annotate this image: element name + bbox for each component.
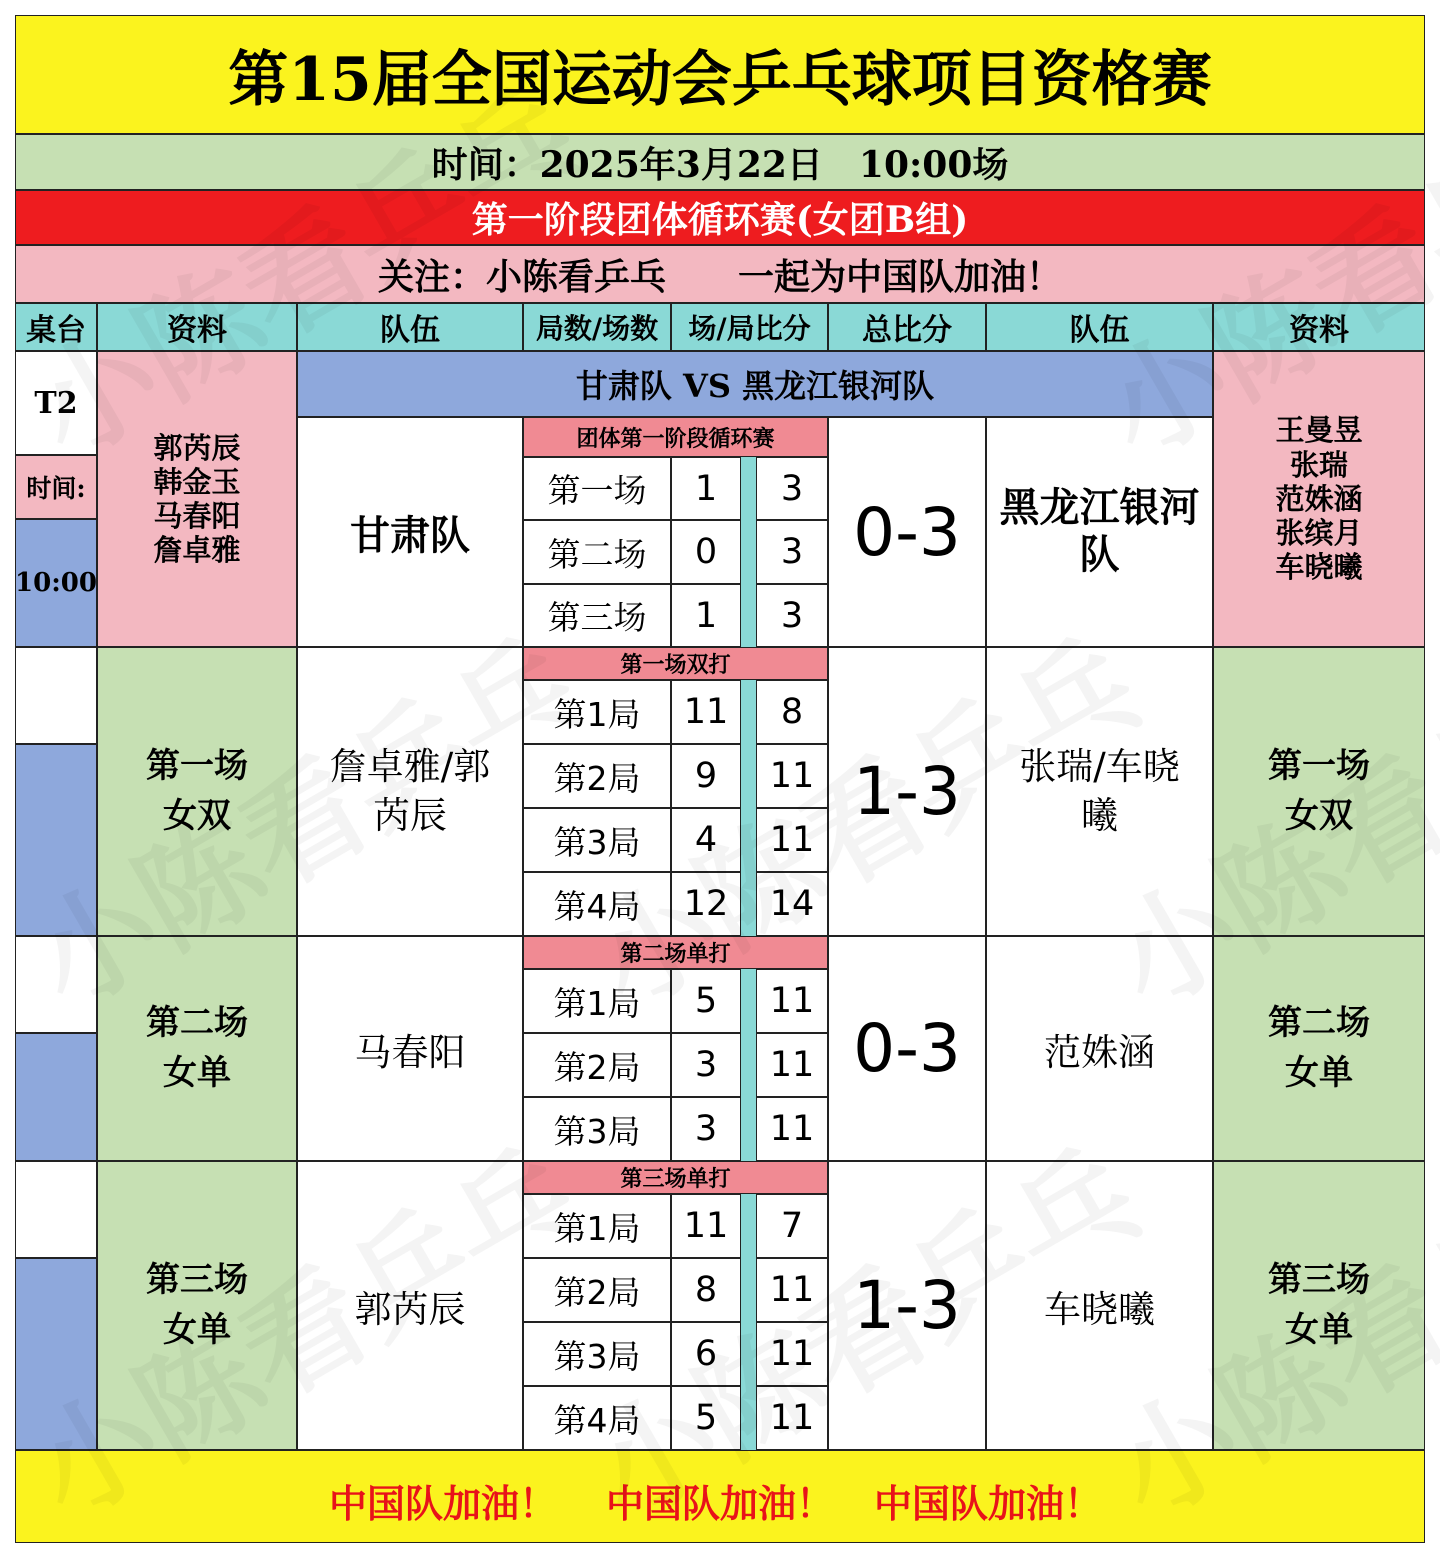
game-label: 第3局 <box>523 808 671 872</box>
game-label: 第3局 <box>523 1097 671 1161</box>
table-cell <box>15 1161 97 1258</box>
score-divider <box>741 1386 756 1450</box>
team-stage-subheader: 团体第一阶段循环赛 <box>523 417 828 457</box>
score-divider <box>741 808 756 872</box>
game-label: 第4局 <box>523 872 671 936</box>
game-label: 第1局 <box>523 680 671 744</box>
score-divider <box>741 1258 756 1322</box>
match2-left-info: 第二场 女单 <box>97 936 297 1161</box>
matchup-title: 甘肃队 VS 黑龙江银河队 <box>297 351 1213 417</box>
match3-left-info: 第三场 女单 <box>97 1161 297 1450</box>
left-score: 3 <box>671 1033 741 1097</box>
match1-left-player: 詹卓雅/郭 芮辰 <box>297 647 523 936</box>
time-line: 时间：2025年3月22日 10:00场 <box>15 134 1425 190</box>
score-divider <box>741 1194 756 1258</box>
table-cell <box>15 744 97 936</box>
match1-right-info: 第一场 女双 <box>1213 647 1425 936</box>
left-score: 4 <box>671 808 741 872</box>
header-scores: 场/局比分 <box>671 303 828 351</box>
game-label: 第2局 <box>523 1258 671 1322</box>
score-divider <box>741 1033 756 1097</box>
footer-cheer: 中国队加油！ <box>606 1481 835 1526</box>
match3-left-player: 郭芮辰 <box>297 1161 523 1450</box>
score-divider <box>741 457 756 520</box>
score-divider <box>741 680 756 744</box>
left-score: 1 <box>671 457 741 520</box>
right-score: 11 <box>756 808 828 872</box>
right-score: 3 <box>756 520 828 584</box>
match2-left-player: 马春阳 <box>297 936 523 1161</box>
match3-right-info: 第三场 女单 <box>1213 1161 1425 1450</box>
table-cell <box>15 936 97 1033</box>
right-score: 11 <box>756 744 828 808</box>
game-label: 第4局 <box>523 1386 671 1450</box>
score-divider <box>741 969 756 1033</box>
game-label: 第1局 <box>523 1194 671 1258</box>
right-score: 3 <box>756 584 828 647</box>
left-score: 6 <box>671 1322 741 1386</box>
header-table: 桌台 <box>15 303 97 351</box>
left-team-name: 甘肃队 <box>297 417 523 647</box>
left-score: 5 <box>671 969 741 1033</box>
left-score: 9 <box>671 744 741 808</box>
game-label: 第一场 <box>523 457 671 520</box>
header-info-left: 资料 <box>97 303 297 351</box>
match2-subheader: 第二场单打 <box>523 936 828 969</box>
game-label: 第1局 <box>523 969 671 1033</box>
header-total: 总比分 <box>828 303 986 351</box>
right-roster: 王曼昱 张瑞 范姝涵 张缤月 车晓曦 <box>1213 351 1425 647</box>
left-score: 11 <box>671 1194 741 1258</box>
time-label: 时间: <box>15 455 97 519</box>
footer-banner <box>15 1450 1425 1543</box>
left-score: 11 <box>671 680 741 744</box>
match1-right-player: 张瑞/车晓 曦 <box>986 647 1213 936</box>
table-cell <box>15 647 97 744</box>
header-info-right: 资料 <box>1213 303 1425 351</box>
right-score: 11 <box>756 1386 828 1450</box>
match1-total-score: 1-3 <box>828 647 986 936</box>
header-games: 局数/场数 <box>523 303 671 351</box>
score-divider <box>741 520 756 584</box>
left-score: 3 <box>671 1097 741 1161</box>
game-label: 第二场 <box>523 520 671 584</box>
game-label: 第三场 <box>523 584 671 647</box>
match3-total-score: 1-3 <box>828 1161 986 1450</box>
right-score: 8 <box>756 680 828 744</box>
follow-line: 关注：小陈看乒乓 一起为中国队加油！ <box>15 245 1425 303</box>
table-number: T2 <box>15 351 97 455</box>
score-divider <box>741 1322 756 1386</box>
match3-right-player: 车晓曦 <box>986 1161 1213 1450</box>
score-divider <box>741 584 756 647</box>
left-score: 5 <box>671 1386 741 1450</box>
score-divider <box>741 744 756 808</box>
footer-cheer: 中国队加油！ <box>329 1481 558 1526</box>
left-score: 0 <box>671 520 741 584</box>
match2-right-player: 范姝涵 <box>986 936 1213 1161</box>
right-score: 11 <box>756 1033 828 1097</box>
right-score: 11 <box>756 1097 828 1161</box>
score-divider <box>741 1097 756 1161</box>
right-score: 11 <box>756 1258 828 1322</box>
right-score: 11 <box>756 1322 828 1386</box>
left-roster: 郭芮辰 韩金玉 马春阳 詹卓雅 <box>97 351 297 647</box>
page-title: 第15届全国运动会乒乓球项目资格赛 <box>15 15 1425 134</box>
match1-subheader: 第一场双打 <box>523 647 828 680</box>
right-score: 3 <box>756 457 828 520</box>
header-team-right: 队伍 <box>986 303 1213 351</box>
right-team-name: 黑龙江银河 队 <box>986 417 1213 647</box>
team-total-score: 0-3 <box>828 417 986 647</box>
table-cell <box>15 1033 97 1161</box>
stage-banner: 第一阶段团体循环赛(女团B组) <box>15 190 1425 245</box>
left-score: 12 <box>671 872 741 936</box>
match2-right-info: 第二场 女单 <box>1213 936 1425 1161</box>
match1-left-info: 第一场 女双 <box>97 647 297 936</box>
match3-subheader: 第三场单打 <box>523 1161 828 1194</box>
right-score: 7 <box>756 1194 828 1258</box>
score-divider <box>741 872 756 936</box>
footer-cheer: 中国队加油！ <box>874 1481 1103 1526</box>
game-label: 第2局 <box>523 744 671 808</box>
right-score: 14 <box>756 872 828 936</box>
right-score: 11 <box>756 969 828 1033</box>
game-label: 第2局 <box>523 1033 671 1097</box>
header-team-left: 队伍 <box>297 303 523 351</box>
time-value: 10:00 <box>15 519 97 647</box>
game-label: 第3局 <box>523 1322 671 1386</box>
left-score: 1 <box>671 584 741 647</box>
left-score: 8 <box>671 1258 741 1322</box>
table-cell <box>15 1258 97 1450</box>
match2-total-score: 0-3 <box>828 936 986 1161</box>
